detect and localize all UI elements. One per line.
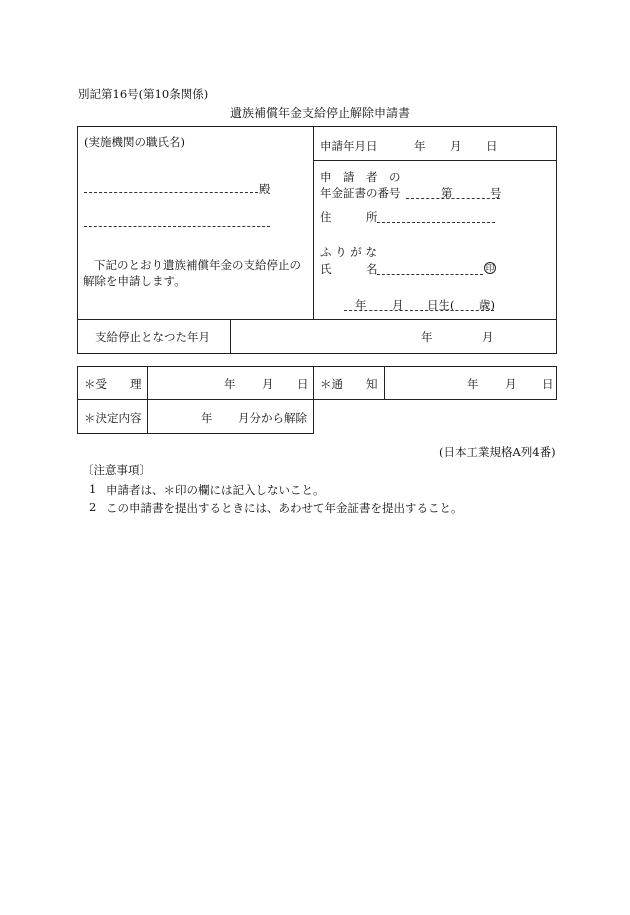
receipt-year: 年: [224, 377, 236, 391]
notice-month: 月: [505, 377, 517, 391]
birth-day: 日生(: [427, 298, 455, 312]
application-date-day: 日: [486, 139, 498, 153]
pension-number-label: 年金証書の番号: [320, 186, 401, 200]
pension-number-dai: 第: [441, 186, 453, 200]
applicant-label: 申 請 者 の: [320, 170, 401, 184]
notice-day: 日: [542, 377, 554, 391]
agency-name-line-1[interactable]: [84, 192, 258, 193]
note-number: 1: [89, 482, 97, 496]
application-date-year: 年: [414, 139, 426, 153]
suspension-month: 月: [482, 330, 494, 344]
seal-icon: 印: [485, 264, 495, 274]
notice-year: 年: [467, 377, 479, 391]
receipt-month: 月: [262, 377, 274, 391]
form-title: 遺族補償年金支給停止解除申請書: [230, 106, 411, 120]
birth-year: 年: [355, 298, 367, 312]
note-text: 申請者は、＊印の欄には記入しないこと。: [106, 483, 325, 497]
office-row-1: [77, 366, 557, 400]
application-date-month: 月: [450, 139, 462, 153]
furigana-label: ふ り が な: [320, 245, 377, 259]
address-label: 住 所: [320, 210, 378, 224]
paper-size: (日本工業規格A列4番): [439, 445, 556, 459]
notes-heading: 〔注意事項〕: [82, 463, 151, 477]
receipt-label: ＊受 理: [84, 377, 142, 391]
note-number: 2: [89, 500, 97, 514]
receipt-day: 日: [297, 377, 309, 391]
agency-label: (実施機関の職氏名): [84, 135, 185, 149]
address-field[interactable]: [377, 222, 495, 223]
suspension-label: 支給停止となつた年月: [95, 330, 210, 344]
age: 歳): [479, 298, 495, 312]
birth-month: 月: [392, 298, 404, 312]
pension-number-field[interactable]: [406, 198, 500, 199]
application-date-label: 申請年月日: [320, 139, 378, 153]
decision-label: ＊決定内容: [84, 411, 142, 425]
name-label: 氏 名: [320, 262, 378, 276]
suspension-year: 年: [421, 330, 433, 344]
decision-year: 年: [201, 411, 213, 425]
notice-label: ＊通 知: [320, 377, 378, 391]
pension-number-go: 号: [490, 186, 502, 200]
decision-text: 月分から解除: [238, 411, 307, 425]
form-number: 別記第16号(第10条関係): [78, 87, 209, 101]
name-field[interactable]: [377, 274, 483, 275]
request-text: 下記のとおり遺族補償年金の支給停止の解除を申請します。: [83, 258, 301, 288]
honorific: 殿: [259, 182, 271, 196]
note-text: この申請書を提出するときには、あわせて年金証書を提出すること。: [106, 501, 463, 515]
agency-name-line-2[interactable]: [84, 226, 270, 227]
